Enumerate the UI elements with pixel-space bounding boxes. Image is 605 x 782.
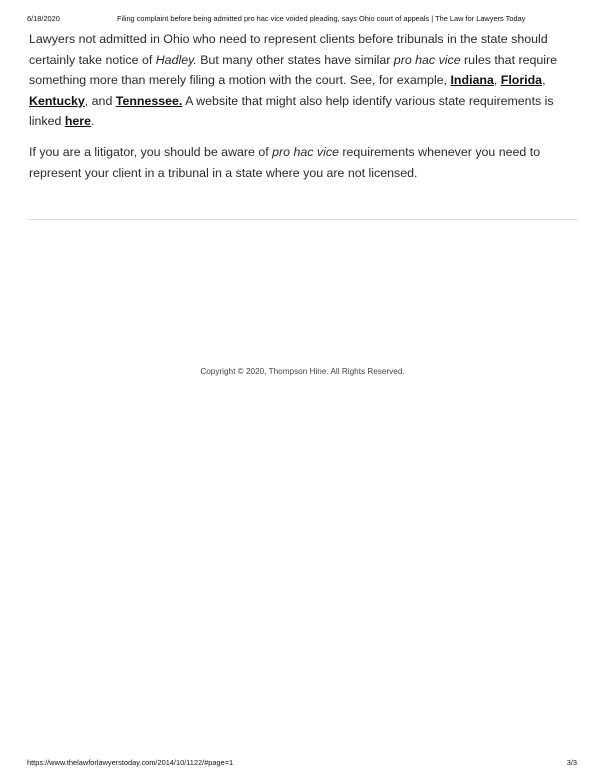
print-url: https://www.thelawforlawyerstoday.com/2014/10/1122/#page=1 — [27, 758, 234, 767]
paragraph-text: . — [91, 114, 95, 129]
paragraph-text: , — [493, 73, 501, 88]
paragraph-text: rules that require something more than merely filing a motion with the court. See, for example, — [29, 52, 558, 88]
paragraph-text: Lawyers not admitted in Ohio who need to represent clients before tribunals in the state should certainly take notice of — [29, 32, 548, 67]
print-footer — [27, 758, 577, 770]
pro-hac-vice-term: pro hac vice — [393, 52, 461, 67]
paragraph-text: But many other states have similar — [196, 52, 394, 67]
pro-hac-vice-term: pro hac vice — [272, 144, 339, 159]
case-name-hadley: Hadley. — [155, 52, 197, 67]
page-number: 3/3 — [566, 758, 577, 767]
paragraph-text: , and — [84, 93, 116, 108]
print-page-title: Filing complaint before being admitted pro hac vice voided pleading, says Ohio court of appeals | The Law for Lawyers Today — [117, 14, 526, 23]
paragraph-text: If you are a litigator, you should be aware of — [29, 144, 273, 159]
article-body — [29, 29, 579, 193]
paragraph-text: , — [542, 73, 546, 88]
florida-link[interactable]: Florida — [500, 73, 543, 88]
tennessee-link[interactable]: Tennessee. — [115, 93, 183, 108]
article-paragraph-1 — [29, 29, 579, 132]
article-paragraph-2 — [29, 142, 579, 183]
here-link[interactable]: here — [64, 114, 92, 129]
indiana-link[interactable]: Indiana — [450, 73, 494, 88]
print-header — [27, 14, 557, 26]
kentucky-link[interactable]: Kentucky — [29, 93, 85, 108]
content-divider — [29, 219, 578, 220]
paragraph-text: requirements whenever you need to represent your client in a tribunal in a state where you are not licensed. — [29, 144, 541, 180]
paragraph-text: A website that might also help identify various state requirements is linked — [29, 93, 554, 129]
print-date: 6/18/2020 — [27, 14, 60, 23]
copyright-notice: Copyright © 2020, Thompson Hine. All Rights Reserved. — [200, 367, 405, 376]
